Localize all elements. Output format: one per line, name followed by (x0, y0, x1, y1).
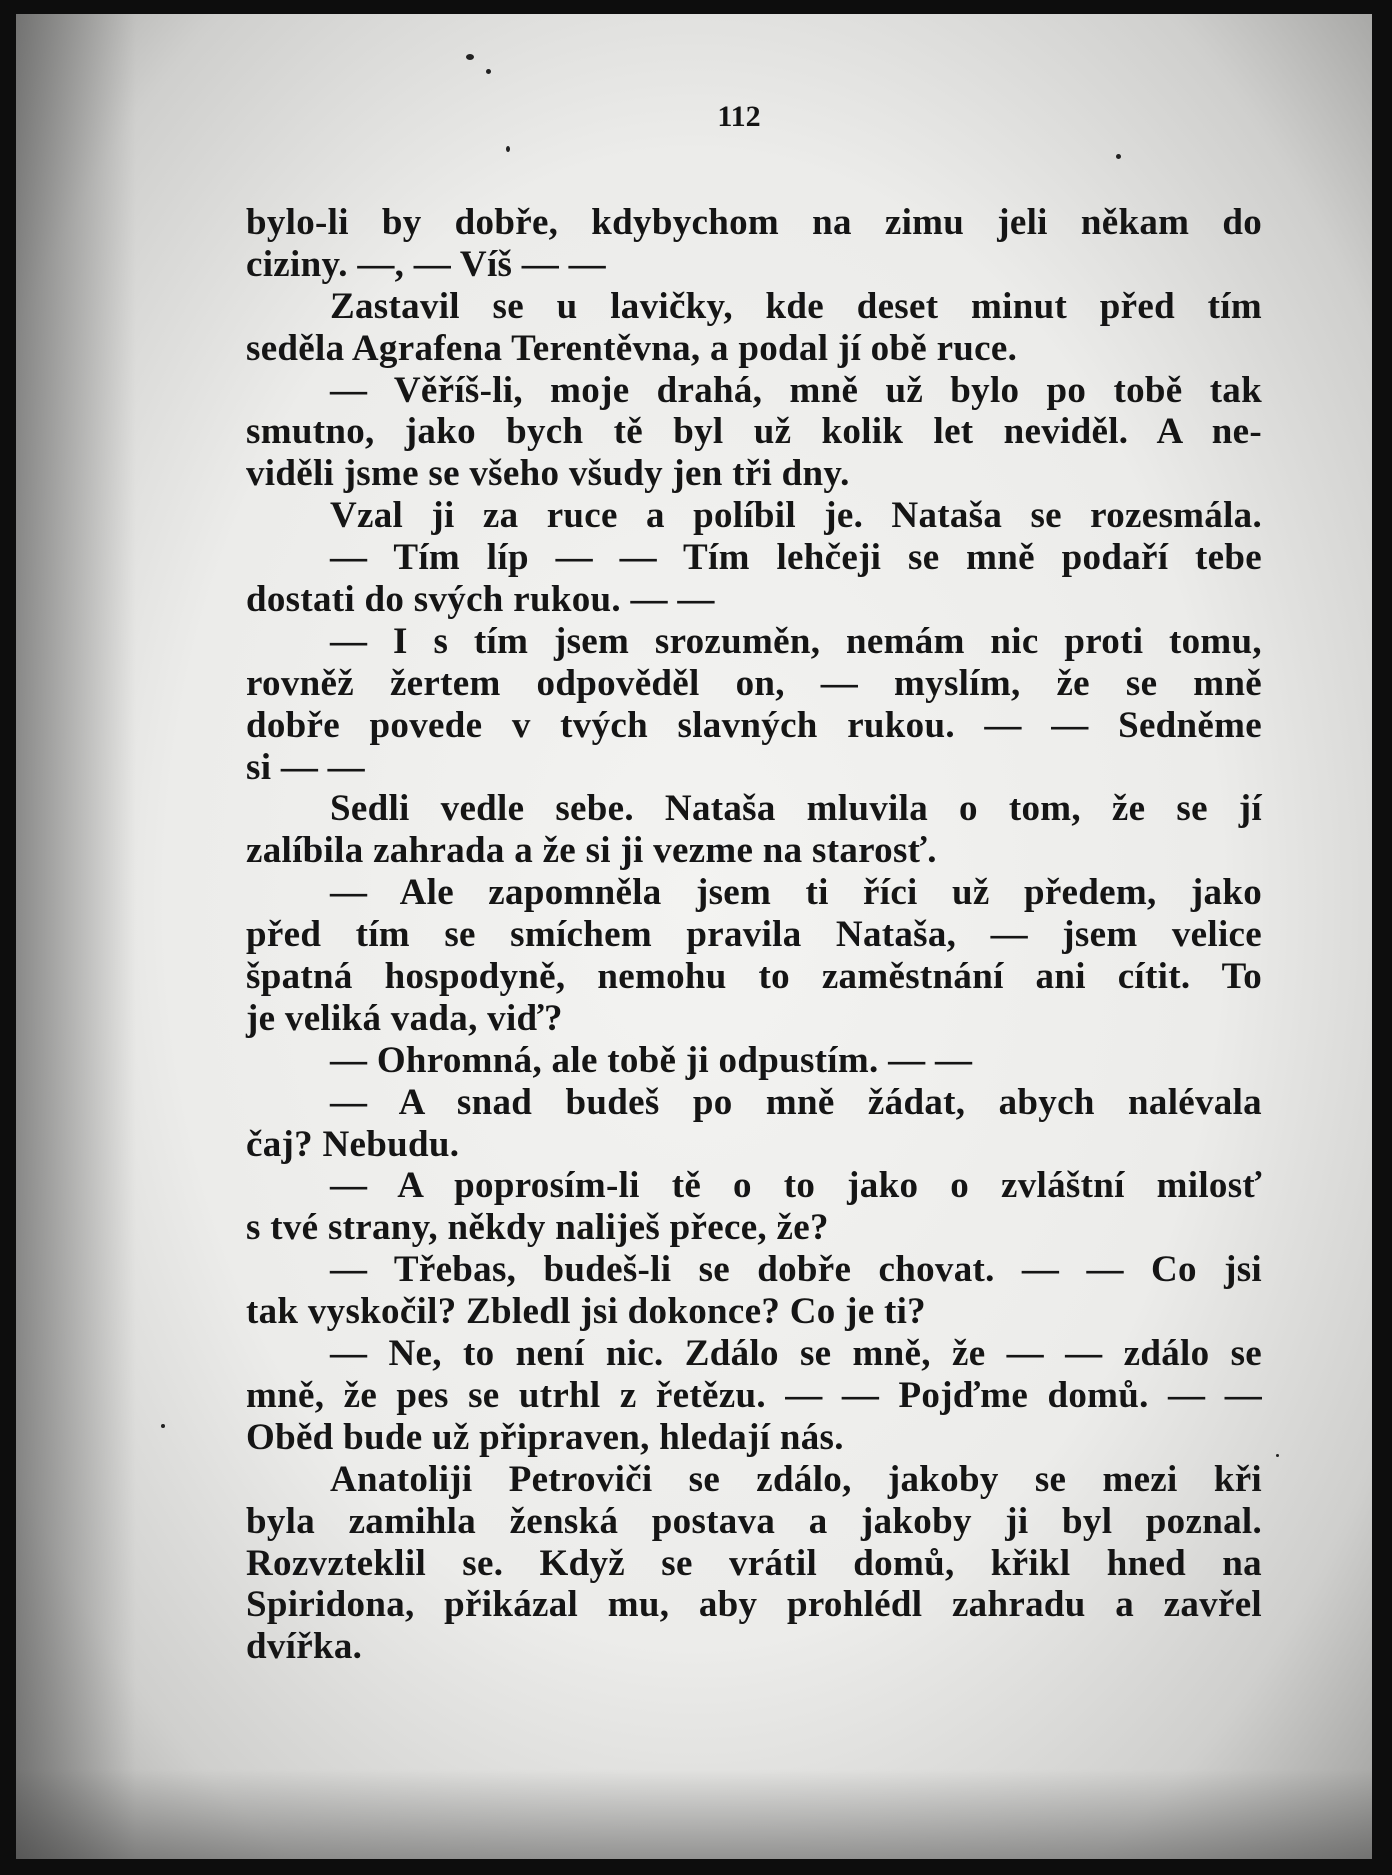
text-line: Zastavil se u lavičky, kde deset minut před tím (330, 285, 1262, 327)
text-line: — Třebas, budeš-li se dobře chovat. — — Co jsi (330, 1249, 1262, 1291)
text-line: — Ne, to není nic. Zdálo se mně, že — — zdálo se (330, 1333, 1262, 1375)
text-line: Oběd bude už připraven, hledají nás. (246, 1416, 844, 1458)
text-line: ciziny. —, — Víš — — (246, 243, 606, 285)
text-line: si — — (246, 746, 365, 788)
text-line: je veliká vada, viď? (246, 997, 563, 1039)
text-line: Rozvzteklil se. Když se vrátil domů, křikl hned na (246, 1542, 1262, 1584)
text-line: zalíbila zahrada a že si ji vezme na starosť. (246, 830, 937, 872)
text-line: čaj? Nebudu. (246, 1123, 460, 1165)
page-number: 112 (717, 100, 761, 133)
ink-speck (1276, 1454, 1279, 1457)
text-line: před tím se smíchem pravila Nataša, — jsem velice (246, 914, 1262, 956)
text-line: s tvé strany, někdy naliješ přece, že? (246, 1207, 829, 1249)
text-line: — Věříš-li, moje drahá, mně už bylo po tobě tak (330, 369, 1262, 411)
text-line: tak vyskočil? Zbledl jsi dokonce? Co je ti? (246, 1291, 926, 1333)
text-line: — Tím líp — — Tím lehčeji se mně podaří tebe (330, 537, 1262, 579)
text-line: — Ale zapomněla jsem ti říci už předem, jako (330, 872, 1262, 914)
text-line: — A poprosím-li tě o to jako o zvláštní milosť (330, 1165, 1262, 1207)
text-line: Anatoliji Petroviči se zdálo, jakoby se mezi kři (330, 1458, 1262, 1500)
page-bottom-shadow (16, 1769, 1372, 1859)
ink-speck (506, 146, 510, 152)
book-page (16, 14, 1372, 1859)
text-line: Vzal ji za ruce a políbil je. Nataša se rozesmála. (330, 495, 1262, 537)
text-line: smutno, jako bych tě byl už kolik let neviděl. A ne- (246, 411, 1262, 453)
text-line: rovněž žertem odpověděl on, — myslím, že se mně (246, 662, 1262, 704)
ink-speck (161, 1424, 165, 1428)
text-line: byla zamihla ženská postava a jakoby ji byl poznal. (246, 1500, 1262, 1542)
text-line: — Ohromná, ale tobě ji odpustím. — — (330, 1039, 973, 1081)
body-text (246, 202, 1262, 1668)
text-line: — I s tím jsem srozuměn, nemám nic proti tomu, (330, 620, 1262, 662)
text-line: — A snad budeš po mně žádat, abych nalévala (330, 1081, 1262, 1123)
text-line: bylo-li by dobře, kdybychom na zimu jeli někam do (246, 202, 1262, 243)
text-line: špatná hospodyně, nemohu to zaměstnání ani cítit. To (246, 956, 1262, 998)
text-line: dostati do svých rukou. — — (246, 579, 715, 621)
ink-speck (466, 54, 474, 60)
ink-speck (1116, 154, 1121, 159)
text-line: dvířka. (246, 1626, 363, 1668)
text-line: mně, že pes se utrhl z řetězu. — — Pojďme domů. — — (246, 1374, 1262, 1416)
text-line: Spiridona, přikázal mu, aby prohlédl zahradu a zavřel (246, 1584, 1262, 1626)
text-line: dobře povede v tvých slavných rukou. — — Sedněme (246, 704, 1262, 746)
ink-speck (486, 69, 491, 74)
page-edge-shadow (16, 14, 136, 1859)
text-line: seděla Agrafena Terentěvna, a podal jí obě ruce. (246, 327, 1018, 369)
text-line: Sedli vedle sebe. Nataša mluvila o tom, že se jí (330, 788, 1262, 830)
text-line: viděli jsme se všeho všudy jen tři dny. (246, 453, 850, 495)
